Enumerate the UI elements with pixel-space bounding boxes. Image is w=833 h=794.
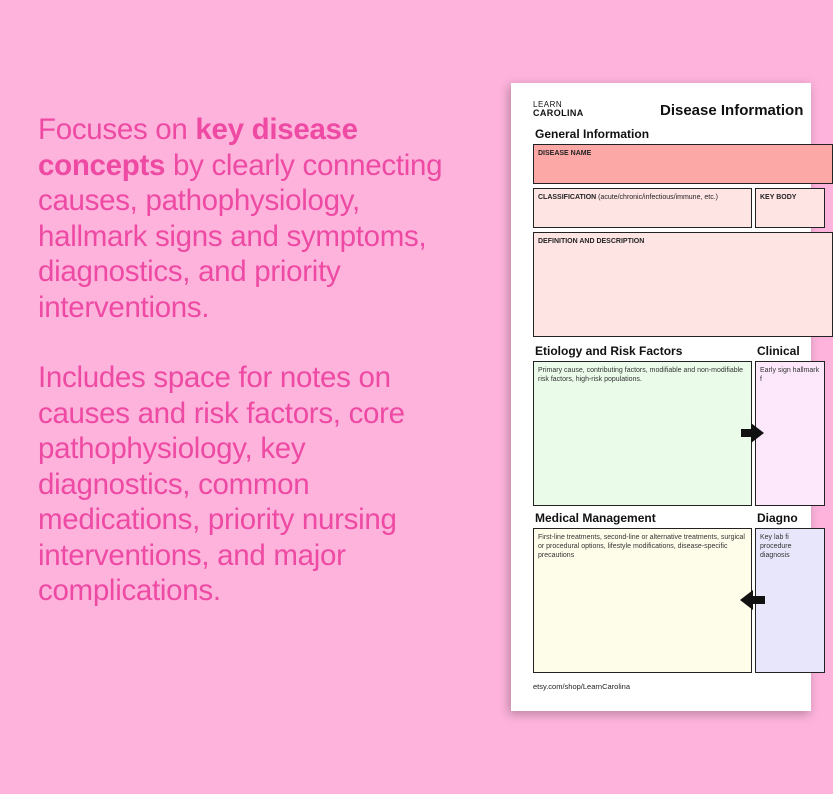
promo-paragraph-2: Includes space for notes on causes and risk factors, core pathophysiology, key diagnostics, common medications, priority nursing interventions, and major complications. (38, 361, 405, 607)
worksheet-title: Disease Information (660, 102, 804, 119)
classification-field (533, 188, 752, 228)
promo-p1-emphasis: key disease concepts (38, 113, 358, 182)
left-arrow-shaft (753, 596, 765, 604)
logo-line-bottom: CAROLINA (533, 108, 584, 118)
medical-management-heading: Medical Management (535, 511, 656, 525)
classification-label (534, 189, 751, 201)
key-body-field (755, 188, 825, 228)
learn-carolina-logo (533, 101, 584, 118)
etiology-field (533, 361, 752, 506)
clinical-description: Early sign hallmark f (760, 367, 820, 383)
footer-url: etsy.com/shop/LearnCarolina (533, 682, 630, 691)
etiology-heading: Etiology and Risk Factors (535, 344, 683, 358)
diagnostics-heading: Diagno (757, 511, 798, 525)
definition-field (533, 232, 833, 337)
promo-text (38, 112, 458, 609)
left-arrow-icon (740, 590, 753, 610)
diagnostics-field (755, 528, 825, 673)
diagnostics-description: Key lab fi procedure diagnosis (760, 534, 792, 559)
key-body-label: KEY BODY (760, 194, 797, 201)
disease-name-field (533, 144, 833, 184)
etiology-description: Primary cause, contributing factors, modifiable and non-modifiable risk factors, high-risk populations. (538, 367, 744, 383)
general-information-heading: General Information (535, 127, 650, 141)
clinical-field (755, 361, 825, 506)
definition-label: DEFINITION AND DESCRIPTION (538, 238, 645, 245)
promo-p1-end: by clearly connecting causes, pathophysiology, hallmark signs and symptoms, diagnostics, and priority interventions. (38, 148, 443, 324)
promo-p1-start: Focuses on (38, 113, 196, 146)
logo-line-top: LEARN (533, 100, 563, 109)
clinical-heading: Clinical (757, 344, 800, 358)
right-arrow-icon (751, 423, 764, 443)
right-arrow-shaft (741, 429, 751, 437)
classification-label-text: CLASSIFICATION (538, 194, 597, 201)
medical-management-field (533, 528, 752, 673)
promo-paragraph-1 (38, 112, 458, 325)
medical-management-description: First-line treatments, second-line or alternative treatments, surgical or procedural options, lifestyle modifications, disease-specific precautions (538, 534, 745, 559)
classification-hint: (acute/chronic/infectious/immune, etc.) (596, 194, 718, 201)
worksheet-preview (511, 83, 820, 711)
disease-name-label: DISEASE NAME (538, 150, 592, 157)
